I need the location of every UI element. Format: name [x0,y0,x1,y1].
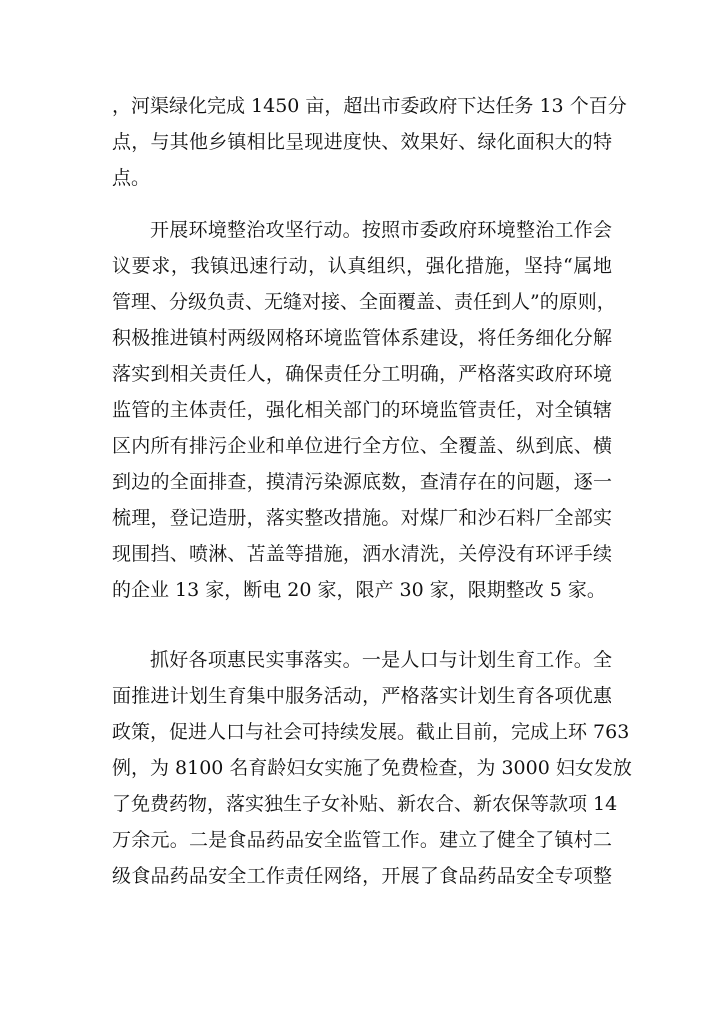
paragraph-line: 级食品药品安全工作责任网络，开展了食品药品安全专项整 [112,865,612,887]
paragraph-line: 开展环境整治攻坚行动。按照市委政府环境整治工作会 [150,219,612,241]
paragraph-line: 万余元。二是食品药品安全监管工作。建立了健全了镇村二 [112,829,612,851]
paragraph-line: 抓好各项惠民实事落实。一是人口与计划生育工作。全 [150,649,612,671]
paragraph-line: ，河渠绿化完成 1450 亩，超出市委政府下达任务 13 个百分 [112,95,627,117]
paragraph-line: 政策，促进人口与社会可持续发展。截止目前，完成上环 763 [112,721,630,743]
paragraph-line: 例，为 8100 名育龄妇女实施了免费检查，为 3000 妇女发放 [112,757,632,779]
paragraph-line: 积极推进镇村两级网格环境监管体系建设，将任务细化分解 [112,327,612,349]
paragraph-line: 议要求，我镇迅速行动，认真组织，强化措施，坚持“属地 [112,255,612,277]
paragraph-line: 落实到相关责任人，确保责任分工明确，严格落实政府环境 [112,363,612,385]
paragraph-line: 梳理，登记造册，落实整改措施。对煤厂和沙石料厂全部实 [112,507,612,529]
paragraph-line: 的企业 13 家，断电 20 家，限产 30 家，限期整改 5 家。 [112,579,606,601]
paragraph-line: 区内所有排污企业和单位进行全方位、全覆盖、纵到底、横 [112,435,612,457]
paragraph-line: 管理、分级负责、无缝对接、全面覆盖、责任到人”的原则， [112,291,616,313]
paragraph-line: 现围挡、喷淋、苫盖等措施，洒水清洗，关停没有环评手续 [112,543,612,565]
paragraph-line: 面推进计划生育集中服务活动，严格落实计划生育各项优惠 [112,685,612,707]
paragraph-line: 点。 [112,167,151,189]
paragraph-line: 了免费药物，落实独生子女补贴、新农合、新农保等款项 14 [112,793,618,815]
paragraph-line: 到边的全面排查，摸清污染源底数，查清存在的问题，逐一 [112,471,612,493]
paragraph-line: 监管的主体责任，强化相关部门的环境监管责任，对全镇辖 [112,399,612,421]
paragraph-line: 点，与其他乡镇相比呈现进度快、效果好、绿化面积大的特 [112,131,612,153]
